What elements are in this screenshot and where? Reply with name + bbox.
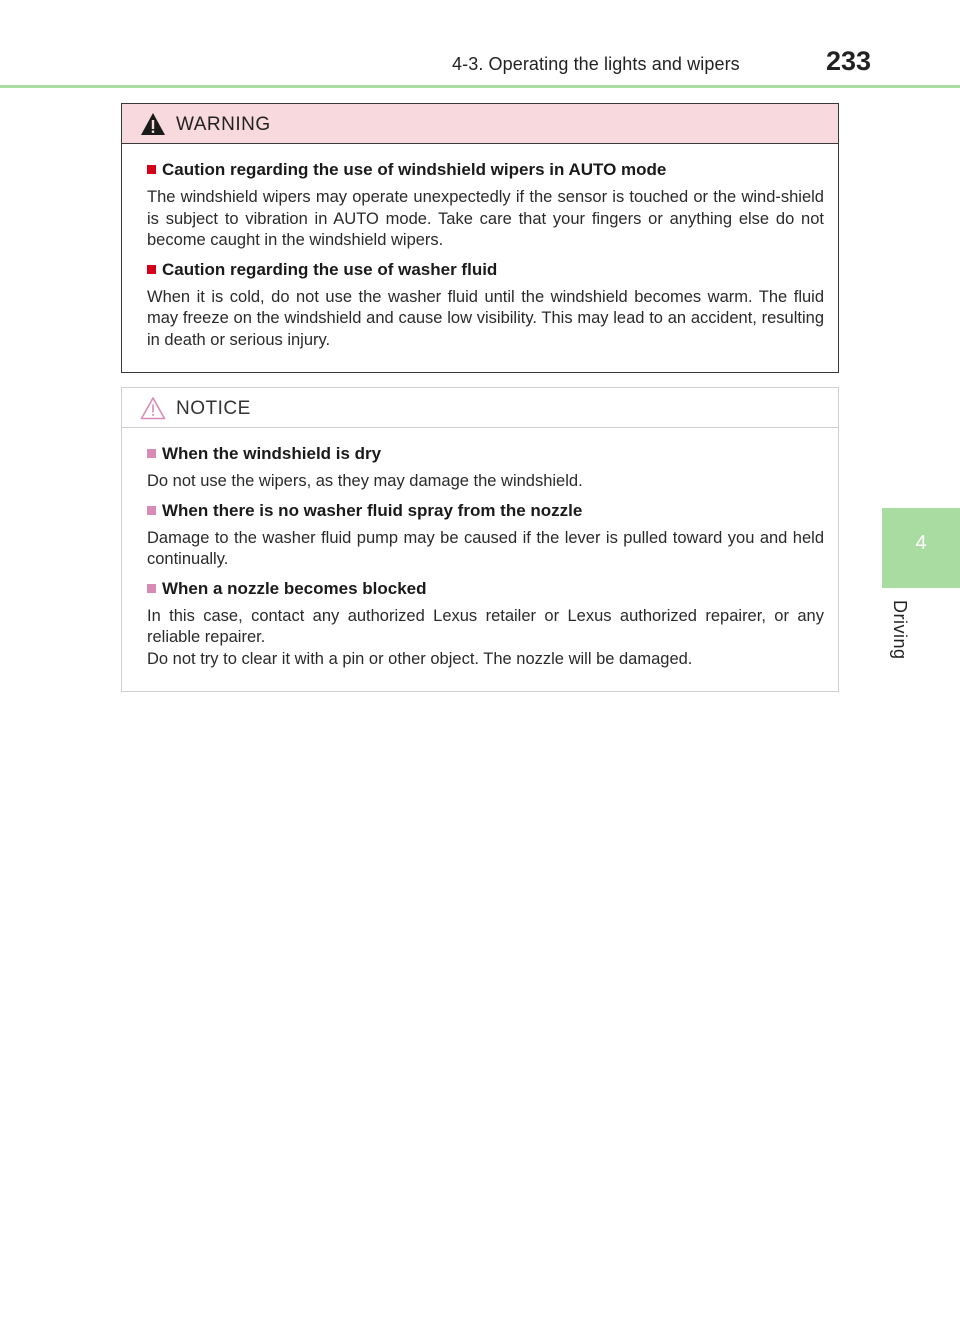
- notice-bullet: [147, 506, 156, 515]
- caution-outline-icon: [140, 396, 166, 420]
- notice-box: [121, 387, 839, 692]
- page-number: 233: [826, 46, 872, 76]
- warning-item-title-text: Caution regarding the use of washer fluid: [162, 259, 498, 279]
- notice-body: [122, 428, 838, 670]
- warning-item: [144, 160, 824, 252]
- notice-item: [144, 501, 824, 571]
- page-header-title: 4-3. Operating the lights and wipers: [452, 54, 740, 74]
- warning-bullet: [147, 265, 156, 274]
- notice-item-title-text: When a nozzle becomes blocked: [162, 578, 427, 598]
- notice-item-title-text: When the windshield is dry: [162, 444, 382, 463]
- notice-item-title: [144, 579, 824, 599]
- warning-item-text: The windshield wipers may operate unexpectedly if the sensor is touched or the wind-shield is subject to vibration in AUTO mode. Take care that your fingers or anything else do not become caught in the windshield wipers.: [147, 188, 824, 249]
- warning-item-title-text: Caution regarding the use of windshield wipers in AUTO mode: [162, 160, 667, 179]
- notice-item-text: Damage to the washer fluid pump may be caused if the lever is pulled toward you and held continually.: [147, 528, 824, 568]
- warning-body: [122, 144, 838, 351]
- warning-label: WARNING: [176, 114, 271, 135]
- notice-item-title: [144, 501, 824, 521]
- notice-bullet: [147, 449, 156, 458]
- warning-icon: [140, 112, 166, 136]
- warning-bullet: [147, 165, 156, 174]
- warning-header: [122, 104, 838, 144]
- chapter-number: 4: [915, 532, 927, 554]
- notice-item-title-text: When there is no washer fluid spray from the nozzle: [162, 500, 583, 520]
- warning-item-text: When it is cold, do not use the washer fluid until the windshield becomes warm. The fluid may freeze on the windshield and cause low visibility. This may lead to an accident, resulting in death or serious injury.: [147, 287, 824, 349]
- chapter-tab: [882, 508, 960, 588]
- notice-item-text: Do not use the wipers, as they may damage the windshield.: [147, 472, 583, 490]
- notice-item: [144, 579, 824, 671]
- notice-label: NOTICE: [176, 398, 251, 419]
- warning-item-title: [144, 260, 824, 280]
- notice-item: [144, 444, 824, 493]
- notice-item-title: [144, 444, 824, 464]
- notice-item-text: Do not try to clear it with a pin or other object. The nozzle will be damaged.: [147, 649, 693, 668]
- warning-box: [121, 103, 839, 373]
- warning-item-title: [144, 160, 824, 180]
- notice-item-text-group: [147, 606, 824, 671]
- notice-bullet: [147, 584, 156, 593]
- warning-item: [144, 260, 824, 352]
- header-rule: [0, 85, 960, 88]
- notice-header: [122, 388, 838, 428]
- notice-item-text: In this case, contact any authorized Lexus retailer or Lexus authorized repairer, or any reliable repairer.: [147, 606, 824, 646]
- chapter-name: Driving: [890, 600, 910, 660]
